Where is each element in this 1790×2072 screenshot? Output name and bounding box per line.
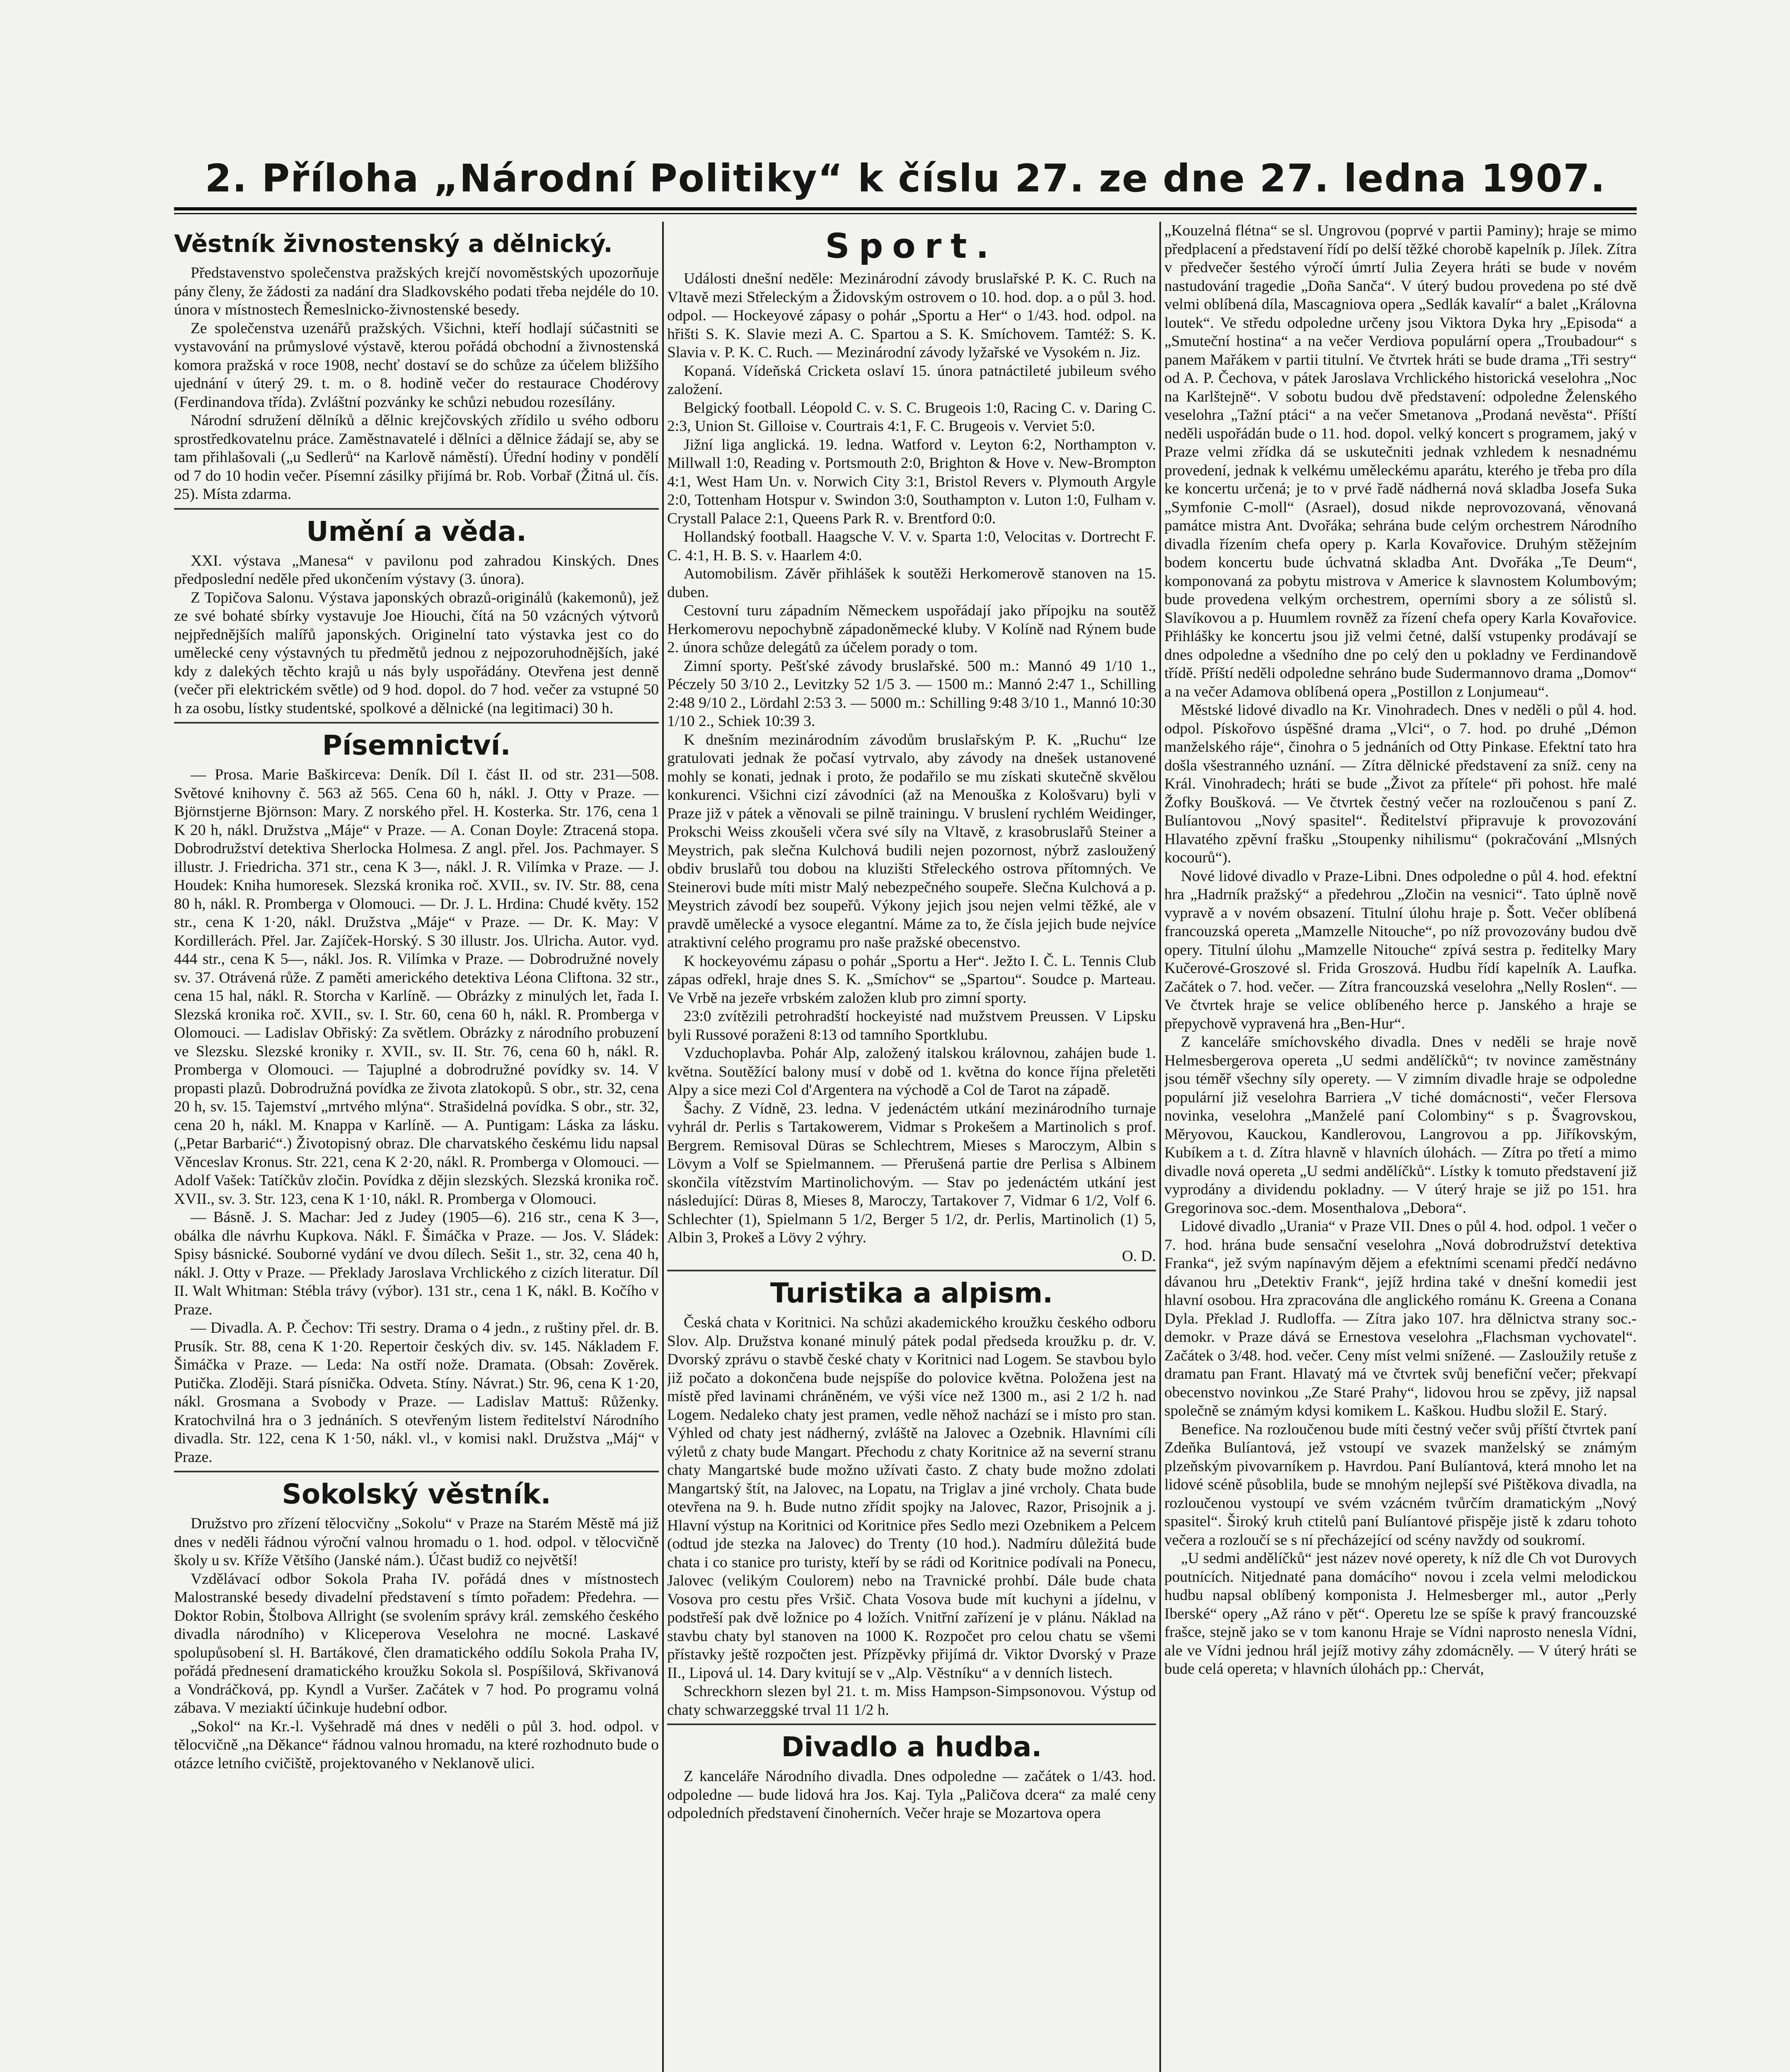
sokol-paragraph-2: Vzdělávací odbor Sokola Praha IV. pořádá dnes v místnostech Malostranské besedy divadelní představení s tímto pořadem: Předehra. — Doktor Robin, Štolbova Allright (se svolením správy král. zemského českého divadla národního) v Kliceperova Veselohra ne mocné. Laskavé spolupůsobení sl. H. Bartákové, člen dramatického oddílu Sokola Praha IV, pořádá přednesení dramatického kroužku Sokola sl. Pospíšilová, Skřivanová a Vondráčková, pp. Kyndl a Vuršer. Začátek v 7 hod. Po programu volná zábava. V meziaktí účinkuje hudební odbor. [174, 1570, 659, 1716]
sport-paragraph-8: Zimní sporty. Pešťské závody bruslařské. 500 m.: Mannó 49 1/10 1., Péczely 50 3/10 2., Levitzky 52 1/5 3. — 1500 m.: Mannó 2:47 1., Schilling 2:48 9/10 2., Lördahl 2:53 3. — 5000 m.: Schilling 9:48 3/10 1., Mannó 10:30 1/10 2., Schiek 10:39 3. [667, 657, 1156, 730]
section-title-sokol: Sokolský věstník. [282, 1478, 551, 1510]
column-divider-2 [1159, 222, 1161, 2072]
section-title-sport: Sport. [825, 227, 998, 266]
theatre-paragraph-3: Nové lidové divadlo v Praze-Libni. Dnes odpoledne o půl 4. hod. efektní hra „Hadrník pražský“ a předehrou „Zločin na vesnici“. Tato úplně nově vypravě a v novém obsazení. Titulní úlohu hraje p. Šott. Večer oblíbená francouzská opereta „Mamzelle Nitouche“, po níž provozovány budou dvě opery. Titulní úlohu „Mamzelle Nitouche“ zpívá sestra p. ředitelky Mary Kučerové-Groszové sl. Frida Groszová. Hudbu řídí kapelník A. Laufka. Začátek o 7. hod. večer. — Zítra francouzská veselohra „Nelly Roslen“. — Ve čtvrtek hraje se velice oblíbeného herce p. Janského a hraje se přepychově vypravená hra „Ben-Hur“. [1164, 867, 1637, 1032]
theatre-paragraph-6: Benefice. Na rozloučenou bude míti čestný večer svůj příští čtvrtek paní Zdeňka Bulíantová, jež vstoupí ve svazek manželský se známým plzeňským pivovarníkem p. Havrdou. Paní Bulíantová, která mnoho let na lidové scéně působlila, bude se mnohým nejlepší své Pištěkova divadla, na rozloučenou vystoupí ve svém vzácném tvůrčím dramatickým „Nový spasitel“. Široký kruh ctitelů paní Bulíantové přispěje jistě k zdaru tohoto večera a rozloučí se s ní přecházející od scény navždy od soukromí. [1164, 1421, 1637, 1549]
sport-signature: O. D. [1122, 1247, 1156, 1265]
theatre-paragraph-7: „U sedmi andělíčků“ jest název nové operety, k níž dle Ch vot Durovych poutnících. Nitjednaté pana domácího“ novou i zcela velmi melodickou hudbu napsal oblíbený komponista J. Helmesberger ml., autor „Perly Iberské“ opery „Až ráno v pět“. Operetu lze se spíše k pravý francouzské frašce, stejně jako se v tom kanonu Hraje se Vídni naprosto nenesla Vídni, ale ve Vídni jednou hrál jejíž motivy záhy zdomácněly. — V úterý hráti se bude celá opereta; v hlavních úlohách pp.: Chervát, [1164, 1550, 1637, 1677]
sport-paragraph-5: Hollandský football. Haagsche V. V. v. Sparta 1:0, Velocitas v. Dortrecht F. C. 4:1, H. B. S. v. Haarlem 4:0. [667, 528, 1156, 564]
column-1 [174, 222, 659, 2072]
vestnik-paragraph-3: Národní sdružení dělníků a dělnic krejčovských zřídilo u svého odboru sprostředkovatelnu práce. Zaměstnavatelé i dělníci a dělnice žádají se, aby se tam přihlašovali („u Sedlerů“ na Karlově náměstí). Úřední hodiny v pondělí od 7 do 10 hodin večer. Písemní zásilky přijímá br. Rob. Vorbař (Žitná ul. čís. 25). Místa zdarma. [174, 412, 659, 503]
sokol-paragraph-1: Družstvo pro zřízení tělocvičny „Sokolu“ v Praze na Starém Městě má již dnes v neděli řádnou výroční valnou hromadu o 1. hod. odpol. v tělocvičně školy u sv. Kříže Většího (Janské nám.). Účast budiž co největší! [174, 1515, 659, 1569]
sport-paragraph-10: K hockeyovému zápasu o pohár „Sportu a Her“. Ježto I. Č. L. Tennis Club zápas odřekl, hraje dnes S. K. „Smíchov“ se „Spartou“. Soudce p. Marteau. Ve Vrbě na jezeře vrbském založen klub pro zimní sporty. [667, 952, 1156, 1007]
header-rule-thick [174, 207, 1637, 211]
sport-paragraph-2: Kopaná. Vídeňská Cricketa oslaví 15. února patnáctileté jubileum svého založení. [667, 362, 1156, 398]
umeni-paragraph-2: Z Topičova Salonu. Výstava japonských obrazů-originálů (kakemonů), jež ze své bohaté sbírky vystavuje Joe Hiouchi, čítá na 50 vzácných výtvorů nejpřednějších malířů japonských. Originelní tato výstavka jest co do umělecké ceny výstavných tu předmětů jednou z nejpozoruhodnějších, jaké kdy z dalekých těchto krajů u nás byly uspořádány. Otevřena jest denně (večer při elektrickém světle) od 9 hod. dopol. do 7 hod. večer za vstupné 50 h za osobu, lístky studentské, spolkové a dělnické (na legitimaci) 30 h. [174, 589, 659, 717]
section-title-vestnik: Věstník živnostenský a dělnický. [174, 230, 613, 258]
theatre-paragraph-4: Z kanceláře smíchovského divadla. Dnes v neděli se hraje nově Helmesbergerova opereta „U sedmi andělíčků“; tv novince zaměstnány jsou téměř všechny síly operety. — V zimním divadle hraje se odpoledne populární již veselohra Barriera „V tiché domácnosti“, večer Flersova novinka, veselohra „Manželé paní Colombiny“ s p. Švagrovskou, Měryovou, Kauckou, Kandlerovou, Langrovou a pp. Jiříkovským, Kubíkem a t. d. Zítra hlavně v hlavních úlohách. — Zítra po třetí a mimo divadle nová opereta „U sedmi andělíčků“. Lístky k tomuto představení již vyprodány a dividendu pokladny. — V úterý hraje se již po 151. hra Gregorinova soc.-dem. Mosenthalova „Debora“. [1164, 1034, 1637, 1217]
sport-paragraph-3: Belgický football. Léopold C. v. S. C. Brugeois 1:0, Racing C. v. Daring C. 2:3, Union St. Gilloise v. Courtrais 4:1, F. C. Brugeois v. Verviet 5:0. [667, 399, 1156, 435]
header-rule-thin [174, 213, 1637, 214]
pisemnictvi-paragraph-3: — Divadla. A. P. Čechov: Tři sestry. Drama o 4 jedn., z ruštiny přel. dr. B. Prusík. Str. 88, cena K 1·20. Repertoir českých div. sv. 145. Nákladem F. Šimáčka v Praze. — Leda: Na ostří nože. Dramata. (Obsah: Zověrek. Putička. Zloději. Stará písnička. Odveta. Stíny. Návrat.) Str. 96, cena K 1·20, nákl. Grosmana a Svobody v Praze. — Ladislav Mattuš: Růženky. Kratochvilná hra o 3 jednáních. S otevřeným listem ředitelství Národního divadla. Str. 122, cena K 1·50, nákl. vl., v komisi nakl. Družstva „Máj“ v Praze. [174, 1319, 659, 1466]
pisemnictvi-paragraph-2: — Básně. J. S. Machar: Jed z Judey (1905—6). 216 str., cena K 3—, obálka dle návrhu Kupkova. Nákl. F. Šimáčka v Praze. — Jos. V. Sládek: Spisy básnické. Souborné vydání ve dvou dílech. Sešit 1., str. 32, cena 40 h, nákl. J. Otty v Praze. — Překlady Jaroslava Vrchlického z cizích literatur. Díl II. Walt Whitman: Stébla trávy (výbor). 131 str., cena 1 K, nákl. B. Kočího v Praze. [174, 1209, 659, 1318]
sport-paragraph-11: 23:0 zvítězili petrohradští hockeyisté nad mužstvem Preussen. V Lipsku byli Russové poraženi 8:13 od tamního Sportklubu. [667, 1008, 1156, 1043]
sport-paragraph-12: Vzduchoplavba. Pohár Alp, založený italskou královnou, zahájen bude 1. května. Soutěžící balony musí v době od 1. května do konce října přeletěti Alpy a sice mezi Col d'Argentera na východě a Col de Tarot na západě. [667, 1045, 1156, 1099]
page-header-title: 2. Příloha „Národní Politiky“ k číslu 27. ze dne 27. ledna 1907. [205, 156, 1606, 201]
column-2 [667, 222, 1156, 2072]
sport-paragraph-6: Automobilism. Závěr přihlášek k soutěži Herkomerově stanoven na 15. duben. [667, 565, 1156, 601]
sport-paragraph-9: K dnešním mezinárodním závodům bruslařským P. K. „Ruchu“ lze gratulovati jednak že počasí vytrvalo, aby závody na dnešek ustanovené mohly se konati, jednak i proto, že podařilo se mu získati skutečně skvělou konkurenci. Všichni cizí závodníci (až na Menouška z Kološvaru) byli v Praze již v pátek a věnovali se pilně trainingu. V bruslení rychlém Weidinger, Prokschi Weiss zkoušeli včera své síly na Vltavě, z krasobruslařů Steiner a Meystrich, pak slečna Kulchová budili nejen pozornost, nýbrž zasloužený obdiv bruslařů tou dobou na kluzišti Střeleckého ostrova přítomných. Ve Steinerovi bude míti mistr Malý nebezpečného soupeře. Slečna Kulchová a p. Meystrich závodí bez soupeřů. Výkony jejich jsou nejen velmi těžké, ale v pravdě umělecké a vysoce elegantní. Máme za to, že čísla jejich bude nejvíce atraktivní celého programu pro naše pražské obecenstvo. [667, 731, 1156, 951]
vestnik-paragraph-2: Ze společenstva uzenářů pražských. Všichni, kteří hodlají súčastniti se vystavování na průmyslové výstavě, kterou pořádá obchodní a živnostenská komora pražská v roce 1908, nechť dostaví se do schůze za účelem bližšího ujednání v úterý 29. t. m. o 8. hodině večer do restaurace Chodérovy (Ferdinandova třída). Zvláštní pozvánky ke schůzi nebudou rozesílány. [174, 320, 659, 411]
sokol-paragraph-3: „Sokol“ na Kr.-l. Vyšehradě má dnes v neděli o půl 3. hod. odpol. v tělocvičně „na Děkance“ řádnou valnou hromadu, na které rozhodnuto bude o otázce letního cvičiště, projektovaného v Neklanově ulici. [174, 1718, 659, 1772]
section-separator [174, 722, 659, 724]
section-separator [667, 1270, 1156, 1271]
sport-paragraph-1: Události dnešní neděle: Mezinárodní závody bruslařské P. K. C. Ruch na Vltavě mezi Střeleckým a Židovským ostrovem o 10. hod. dop. a o půl 3. hod. odpol. — Hockeyové zápasy o pohár „Sportu a Her“ o 1/43. hod. odpol. na hřišti S. K. Slavie mezi A. C. Spartou a S. K. Smíchovem. Tamtéž: S. K. Slavia v. P. K. C. Ruch. — Mezinárodní závody lyžařské ve Vysokém n. Jiz. [667, 270, 1156, 361]
section-title-umeni: Umění a věda. [306, 515, 527, 547]
sport-paragraph-4: Jižní liga anglická. 19. ledna. Watford v. Leyton 6:2, Northampton v. Millwall 1:0, Reading v. Portsmouth 2:0, Brighton & Hove v. New-Brompton 4:1, West Ham Un. v. Norwich City 3:1, Bristol Revers v. Plymouth Argyle 2:0, Tottenham Hotspur v. Swindon 3:0, Southampton v. Luton 1:0, Fulham v. Crystall Palace 2:1, Queens Park R. v. Brentford 0:0. [667, 436, 1156, 527]
section-separator [667, 1723, 1156, 1725]
vestnik-paragraph-1: Představenstvo společenstva pražských krejčí novoměstských upozorňuje pány členy, že žádosti za nadání dra Sladkovského podati třeba nejdéle do 10. února v místnostech Řemeslnicko-živnostenské besedy. [174, 264, 659, 318]
column-divider-1 [662, 222, 664, 2072]
theatre-paragraph-1: „Kouzelná flétna“ se sl. Ungrovou (poprvé v partii Paminy); hraje se mimo předplacení a představení řídí po delší těžké chorobě kapelník p. Jílek. Zítra v předvečer šestého výročí úmrtí Julia Zeyera hráti se bude v novém nastudování tragedie „Doña Sanča“. V úterý budou provedena po sté dvě velmi oblíbená díla, Mascagniova opera „Sedlák kavalír“ a balet „Královna loutek“. Ve středu odpoledne určeny jsou Viktora Dyka hry „Episoda“ a „Smuteční hostina“ a na večer Verdiova populární opera „Troubadour“ s panem Mařákem v partii titulní. Ve čtvrtek hráti se bude drama „Tři sestry“ od A. P. Čechova, v pátek Jaroslava Vrchlického historická veselohra „Noc na Karlštejně“. V sobotu budou dvě představení: odpoledne Želenského veselohra „Tažní ptáci“ a na večer Smetanova „Prodaná nevěsta“. Příští neděli uspořádán bude o 11. hod. dopol. velký koncert s programem, jaký v Praze velmi zřídka dá se uskutečniti jednak vzhledem k nesnadnému provedení, jednak k velkému uměleckému aparátu, kterého je třeba pro díla ke koncertu určená; je to v prvé řadě nádherná nová skladba Josefa Suka „Symfonie C-moll“ (Asrael), dosud nikde neprovozovaná, věnovaná památce mistra Ant. Dvořáka; sehrána bude celým orchestrem Národního divadla řízením chefa opery p. Karla Kovařovice. Druhým stěžejním bodem koncertu bude úchvatná skladba Ant. Dvořáka „Te Deum“, komponovaná za pobytu mistrova v Americe k slavnostem Kolumbovým; bude provedena velkým orchestrem, operními sbory a ze sólistů sl. Slavíkovou a p. Huumlem rovněž za řízení chefa opery Karla Kovařovice. Přihlášky ke koncertu jsou již velmi četné, další vstupenky prodávají se dnes odpoledne a všedního dne po celý den u pokladny ve Ferdinandově třídě. Příští neděli odpoledne sehráno bude Sudermannovo drama „Domov“ a na večer Adamova oblíbená opera „Postillon z Lonjumeau“. [1164, 222, 1637, 700]
section-separator [174, 1471, 659, 1472]
column-3 [1164, 222, 1637, 2072]
turistika-paragraph-2: Schreckhorn slezen byl 21. t. m. Miss Hampson-Simpsonovou. Výstup od chaty schwarzeggské trval 11 1/2 h. [667, 1683, 1156, 1719]
section-separator [174, 508, 659, 510]
section-title-pisemnictvi: Písemnictví. [322, 729, 511, 761]
theatre-paragraph-2: Městské lidové divadlo na Kr. Vinohradech. Dnes v neděli o půl 4. hod. odpol. Pískořovo úspěšné drama „Vlci“, o 7. hod. po druhé „Démon manželského ráje“, činohra o 5 jednáních od Otty Pinkase. Efektní tato hra došla všestranného uznání. — Zítra dělnické představení za sníž. ceny na Král. Vinohradech; hráti se bude „Život za přítele“ při pohost. hře malé Žofky Boušková. — Ve čtvrtek čestný večer na rozloučenou s paní Z. Bulíantovou „Nový spasitel“. Ředitelství připravuje k provozování Hlavatého zpěvní frašku „Stoupenky nihilismu“ (pokračování „Mlsných kocourů“). [1164, 702, 1637, 866]
sport-paragraph-13: Šachy. Z Vídně, 23. ledna. V jedenáctém utkání mezinárodního turnaje vyhrál dr. Perlis s Tartakowerem, Vidmar s Prokešem a Martinolich s prof. Bergrem. Remisoval Düras se Schlechtrem, Mieses s Maroczym, Albin s Lövym a Volf se Spielmannem. — Přerušená partie dre Perlisa s Albinem skončila vítězstvím Martinolichovým. — Stav po jedenáctém utkání jest následující: Düras 8, Mieses 8, Maroczy, Tartakover 7, Vidmar 6 1/2, Volf 6. Schlechter (1), Spielmann 5 1/2, Berger 5 1/2, dr. Perlis, Martinolich (1) 5, Albin 3, Prokeš a Lövy 2 výhry. [667, 1100, 1156, 1246]
turistika-paragraph-1: Česká chata v Koritnici. Na schůzi akademického kroužku českého odboru Slov. Alp. Družstva konané minulý pátek podal předseda kroužku p. dr. V. Dvorský zprávu o stavbě české chaty v Koritnici nad Logem. Se stavbou bylo již počato a dokončena bude nejspíše do polovice května. Položena jest na místě před lavinami chráněném, ve výši více než 1300 m., asi 2 1/2 h. nad Logem. Nedaleko chaty jest pramen, vedle něhož nachází se i místo pro stan. Výhled od chaty jest nádherný, zvláště na Jalovec a Ozebnik. Hlavními cíli výletů z chaty bude Mangart. Přechodu z chaty Koritnice až na severní stranu chaty Mangartské bude možno užívati často. Z chaty bude možno zdolati Mangartský štít, na Jalovec, na Lopatu, na Triglav a jiné vrcholy. Chata bude otevřena na 9. h. Bude nutno zřídit spojky na Jalovec, Razor, Prisojnik a j. Hlavní výstup na Koritnici od Koritnice přes Sedlo mezi Ozebnikem a Pelcem (odtud jde stezka na Jalovec) do Trenty (10 hod.). Nadmíru důležitá bude chata i co stanice pro turisty, kteří by se rádi od Koritnice podívali na Ponecu, Jalovec (velikým Coulorem) nebo na Travnické prohbí. Dále bude chata Vosova pro cestu přes Vršič. Chata Vosova bude mít kuchyni a jídelnu, v podstřeší pak dvě ložnice po 4 ložích. Vnitřní zařízení je v plánu. Náklad na stavbu chaty byl stanoven na 1000 K. Rozpočet pro celou chatu se všemi přístavky ještě rozpočten jest. Přízpěvky přijímá dr. Viktor Dvorský v Praze II., Lipová ul. 14. Dary kvitují se v „Alp. Věstníku“ a v denních listech. [667, 1314, 1156, 1682]
pisemnictvi-paragraph-1: — Prosa. Marie Baškirceva: Deník. Díl I. část II. od str. 231—508. Světové knihovny č. 563 až 565. Cena 60 h, nákl. J. Otty v Praze. — Björnstjerne Björnson: Mary. Z norského přel. H. Kosterka. Str. 176, cena 1 K 20 h, nákl. Družstva „Máje“ v Praze. — A. Conan Doyle: Ztracená stopa. Dobrodružství detektiva Sherlocka Holmesa. Z angl. přel. Jos. Pachmayer. S illustr. J. Friedricha. 371 str., cena K 3—, nákl. J. R. Vilímka v Praze. — J. Houdek: Kniha humoresek. Slezská kronika roč. XVII., sv. IV. Str. 88, cena 80 h, nákl. R. Promberga v Olomouci. — Dr. J. L. Hrdina: Chudé květy. 152 str., cena K 1·20, nákl. Družstva „Máje“ v Praze. — Dr. K. May: V Kordillerách. Přel. Jar. Zajíček-Horský. S 30 illustr. Jos. Ulricha. Autor. vyd. 444 str., cena K 5—, nákl. Jos. R. Vilímka v Praze. — Dobrodružné novely sv. 37. Otrávená růže. Z paměti amerického detektiva Léona Cliftona. 32 str., cena 15 hal, nákl. R. Storcha v Karlíně. — Obrázky z minulých let, řada I. Slezská kronika roč. XVII., sv. I. Str. 60, cena 60 h, nákl. R. Promberga v Olomouci. — Ladislav Obřiský: Za světlem. Obrázky z národního probuzení ve Slezsku. Slezské kroniky r. XVII., sv. II. Str. 76, cena 60 h, nákl. R. Promberga v Olomouci. — Tajuplné a dobrodružné povídky sv. 14. V propasti plazů. Dobrodružná povídka ze života zlatokopů. S obr., str. 32, cena 20 h, sv. 15. Tajemství „mrtvého mlýna“. Strašidelná povídka. S obr., str. 32, cena 20 h, nákl. M. Knappa v Karlíně. — A. Puntigam: Láska za lásku. („Petar Barbarić“.) Životopisný obraz. Dle charvatského českému lidu napsal Věnceslav Kronus. Str. 221, cena K 2·20, nákl. R. Promberga v Olomouci. — Adolf Vašek: Tatíčkův zločin. Povídka z dějin slezských. Slezská kronika roč. XVII., sv. 3. Str. 123, cena K 1·10, nákl. R. Promberga v Olomouci. [174, 766, 659, 1208]
divadlo-paragraph-1: Z kanceláře Národního divadla. Dnes odpoledne — začátek o 1/43. hod. odpoledne — bude lidová hra Jos. Kaj. Tyla „Paličova dcera“ za malé ceny odpoledních představení činoherních. Večer hraje se Mozartova opera [667, 1768, 1156, 1822]
section-title-divadlo: Divadlo a hudba. [781, 1731, 1042, 1763]
section-title-turistika: Turistika a alpism. [770, 1277, 1053, 1309]
theatre-paragraph-5: Lidové divadlo „Urania“ v Praze VII. Dnes o půl 4. hod. odpol. 1 večer o 7. hod. hrána bude sensační veselohra „Nová dobrodružství detektiva Franka“, jež svým napínavým dějem a efektními scenami předčí nedávno dávanou hru „Detektiv Frank“, jejíž hrdina také v dnešní komedii jest hlavní osobou. Hra zpracována dle anglického románu K. Greena a Conana Dyla. Překlad J. Rudloffa. — Zítra jako 107. hra dělnictva strany soc.-demokr. v Praze dává se Ernestova veselohra „Flachsman vychovatel“. Začátek o 3/48. hod. večer. Ceny míst velmi snížené. — Zasloužily retuše z dramatu pan Frant. Hlavatý má ve čtvrtek svůj benefiční večer; překvapí obecenstvo novinkou „Ze Staré Prahy“, lidovou hrou se zpěvy, již napsal společně se známým kdysi komikem L. Kaškou. Hudbu složil E. Starý. [1164, 1218, 1637, 1419]
umeni-paragraph-1: XXI. výstava „Manesa“ v pavilonu pod zahradou Kinských. Dnes předposlední neděle před ukončením výstavy (3. února). [174, 552, 659, 588]
sport-paragraph-7: Cestovní turu západním Německem uspořádají jako přípojku na soutěž Herkomerovu nepochybně západoněmecké kluby. V Kolíně nad Rýnem bude 2. února schůze delegátů za účelem porady o tom. [667, 602, 1156, 656]
